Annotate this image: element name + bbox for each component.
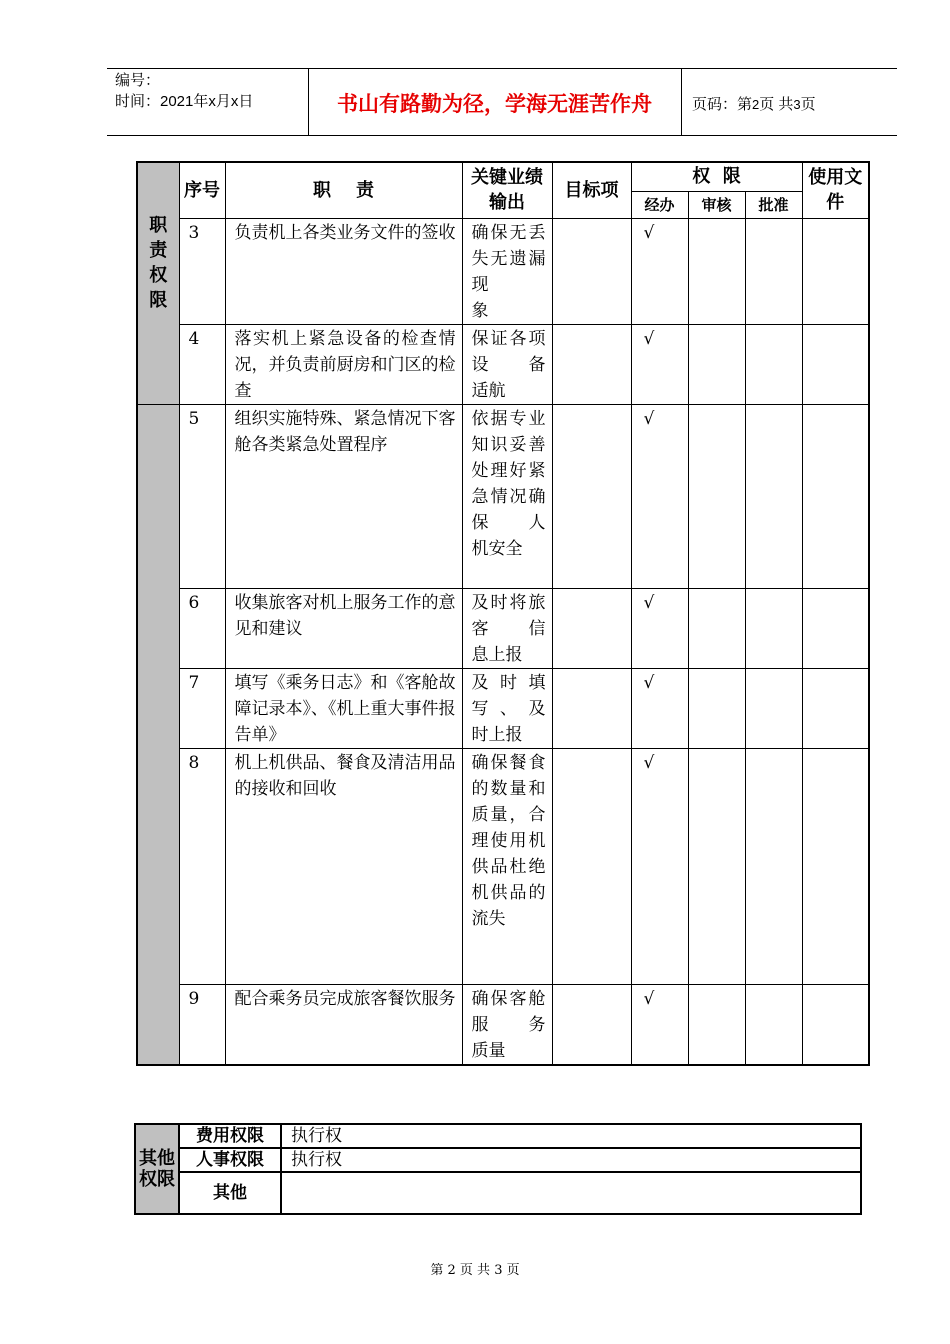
- row-duty: 负责机上各类业务文件的签收: [225, 218, 462, 324]
- row-num: 3: [179, 218, 225, 324]
- row-docs: [802, 984, 869, 1065]
- duties-side-label: 职责权限: [137, 162, 179, 404]
- row-docs: [802, 668, 869, 748]
- row-target: [552, 984, 631, 1065]
- row-jingban-check: √: [631, 218, 688, 324]
- page-footer: 第 2 页 共 3 页: [430, 1263, 520, 1278]
- header-divider: [681, 68, 682, 135]
- table-row: [137, 588, 869, 668]
- row-pizhun: [745, 218, 802, 324]
- table-row: [137, 748, 869, 984]
- row-num: 9: [179, 984, 225, 1065]
- fee-rights-label: 费用权限: [179, 1124, 281, 1148]
- other-rights-table: [134, 1123, 862, 1215]
- time-label: 时间：2021年x月x日: [115, 93, 254, 110]
- hr-rights-value: 执行权: [281, 1148, 861, 1172]
- header-target: 目标项: [552, 162, 631, 218]
- row-docs: [802, 218, 869, 324]
- row-docs: [802, 588, 869, 668]
- row-output: 确保餐食的数量和质量，合理使用机供品杜绝机供品的 流失: [462, 748, 552, 984]
- row-shenhe: [688, 984, 745, 1065]
- row-docs: [802, 404, 869, 588]
- table-row: [137, 324, 869, 404]
- header-shenhe: 审核: [688, 191, 745, 218]
- row-duty: 落实机上紧急设备的检查情况，并负责前厨房和门区的检查: [225, 324, 462, 404]
- row-target: [552, 324, 631, 404]
- row-shenhe: [688, 404, 745, 588]
- row-pizhun: [745, 668, 802, 748]
- row-shenhe: [688, 324, 745, 404]
- row-pizhun: [745, 748, 802, 984]
- row-pizhun: [745, 324, 802, 404]
- header-slogan: 书山有路勤为径，学海无涯苦作舟: [337, 92, 652, 116]
- header-jingban: 经办: [631, 191, 688, 218]
- row-output: 及时将旅客信 息上报: [462, 588, 552, 668]
- row-pizhun: [745, 404, 802, 588]
- row-shenhe: [688, 748, 745, 984]
- table-row: [137, 668, 869, 748]
- row-target: [552, 588, 631, 668]
- row-shenhe: [688, 218, 745, 324]
- header-seq: 序号: [179, 162, 225, 218]
- header-output: 关键业绩输出: [462, 162, 552, 218]
- row-duty: 机上机供品、餐食及清洁用品的接收和回收: [225, 748, 462, 984]
- row-num: 4: [179, 324, 225, 404]
- other-side-label: 其他权限: [135, 1124, 179, 1214]
- hr-rights-label: 人事权限: [179, 1148, 281, 1172]
- header-meta: [115, 70, 253, 112]
- code-label: 编号：: [115, 72, 161, 89]
- table-row: [137, 984, 869, 1065]
- header-docs: 使用文件: [802, 162, 869, 218]
- row-shenhe: [688, 668, 745, 748]
- side-filler: [137, 404, 179, 1065]
- row-jingban-check: √: [631, 588, 688, 668]
- other-label: 其他: [179, 1172, 281, 1214]
- row-output: 确保客舱服务 质量: [462, 984, 552, 1065]
- row-num: 6: [179, 588, 225, 668]
- table-row: [137, 404, 869, 588]
- row-duty: 收集旅客对机上服务工作的意见和建议: [225, 588, 462, 668]
- duties-table: [136, 161, 870, 1066]
- row-output: 保证各项设备 适航: [462, 324, 552, 404]
- row-target: [552, 668, 631, 748]
- row-duty: 填写《乘务日志》和《客舱故障记录本》、《机上重大事件报告单》: [225, 668, 462, 748]
- row-docs: [802, 748, 869, 984]
- row-output: 及时填写、及 时上报: [462, 668, 552, 748]
- row-pizhun: [745, 984, 802, 1065]
- row-docs: [802, 324, 869, 404]
- header-duty: 职 责: [225, 162, 462, 218]
- header-authority: 权 限: [631, 162, 802, 191]
- table-row: [137, 218, 869, 324]
- row-num: 8: [179, 748, 225, 984]
- row-jingban-check: √: [631, 984, 688, 1065]
- row-num: 5: [179, 404, 225, 588]
- header-pizhun: 批准: [745, 191, 802, 218]
- row-jingban-check: √: [631, 404, 688, 588]
- fee-rights-value: 执行权: [281, 1124, 861, 1148]
- other-value: [281, 1172, 861, 1214]
- row-jingban-check: √: [631, 748, 688, 984]
- row-target: [552, 218, 631, 324]
- row-num: 7: [179, 668, 225, 748]
- row-jingban-check: √: [631, 324, 688, 404]
- header-page-info: 页码：第2页 共3页: [692, 96, 816, 113]
- header-bottom-rule: [107, 135, 897, 136]
- row-pizhun: [745, 588, 802, 668]
- row-duty: 配合乘务员完成旅客餐饮服务: [225, 984, 462, 1065]
- row-output: 依据专业知识妥善处理好紧急情况确保人 机安全: [462, 404, 552, 588]
- row-target: [552, 748, 631, 984]
- row-output: 确保无丢失无遗漏现 象: [462, 218, 552, 324]
- row-shenhe: [688, 588, 745, 668]
- row-duty: 组织实施特殊、紧急情况下客舱各类紧急处置程序: [225, 404, 462, 588]
- header-top-rule: [107, 68, 897, 69]
- row-jingban-check: √: [631, 668, 688, 748]
- row-target: [552, 404, 631, 588]
